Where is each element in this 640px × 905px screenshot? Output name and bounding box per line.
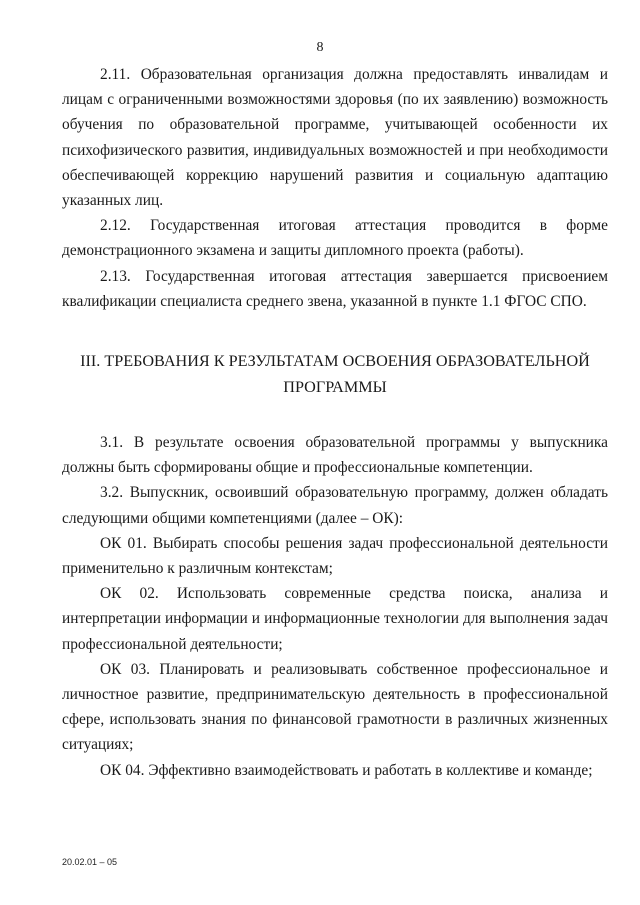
section-title: III. ТРЕБОВАНИЯ К РЕЗУЛЬТАТАМ ОСВОЕНИЯ ОБРАЗОВАТЕЛЬНОЙ ПРОГРАММЫ <box>80 352 590 397</box>
competency-ok-01: ОК 01. Выбирать способы решения задач профессиональной деятельности применительно к различным контекстам; <box>62 534 608 578</box>
page-number: 8 <box>316 40 324 55</box>
competency-ok-03: ОК 03. Планировать и реализовывать собственное профессиональное и личностное развитие, предпринимательскую деятельность в профессиональной сфере, использовать знания по финансовой грамотности в различных жизненных ситуациях; <box>62 660 608 754</box>
paragraph-2-11: 2.11. Образовательная организация должна предоставлять инвалидам и лицам с ограниченными возможностями здоровья (по их заявлению) возможность обучения по образовательной программе, учитывающей особенности их психофизического развития, индивидуальных возможностей и при необходимости обеспечивающей коррекцию нарушений развития и социальную адаптацию указанных лиц. <box>62 66 608 210</box>
document-body <box>62 62 608 783</box>
footer-code: 20.02.01 – 05 <box>62 857 118 867</box>
paragraph-3-2: 3.2. Выпускник, освоивший образовательную программу, должен обладать следующими общими компетенциями (далее – ОК): <box>62 484 608 527</box>
paragraph-3-1: 3.1. В результате освоения образовательной программы у выпускника должны быть сформированы общие и профессиональные компетенции. <box>62 434 608 477</box>
paragraph-2-12: 2.12. Государственная итоговая аттестация проводится в форме демонстрационного экзамена и защиты дипломного проекта (работы). <box>62 217 608 260</box>
paragraph-2-13: 2.13. Государственная итоговая аттестация завершается присвоением квалификации специалиста среднего звена, указанной в пункте 1.1 ФГОС СПО. <box>62 267 608 310</box>
competency-ok-04: ОК 04. Эффективно взаимодействовать и работать в коллективе и команде; <box>100 761 593 779</box>
competency-ok-02: ОК 02. Использовать современные средства поиска, анализа и интерпретации информации и информационные технологии для выполнения задач профессиональной деятельности; <box>62 585 608 653</box>
